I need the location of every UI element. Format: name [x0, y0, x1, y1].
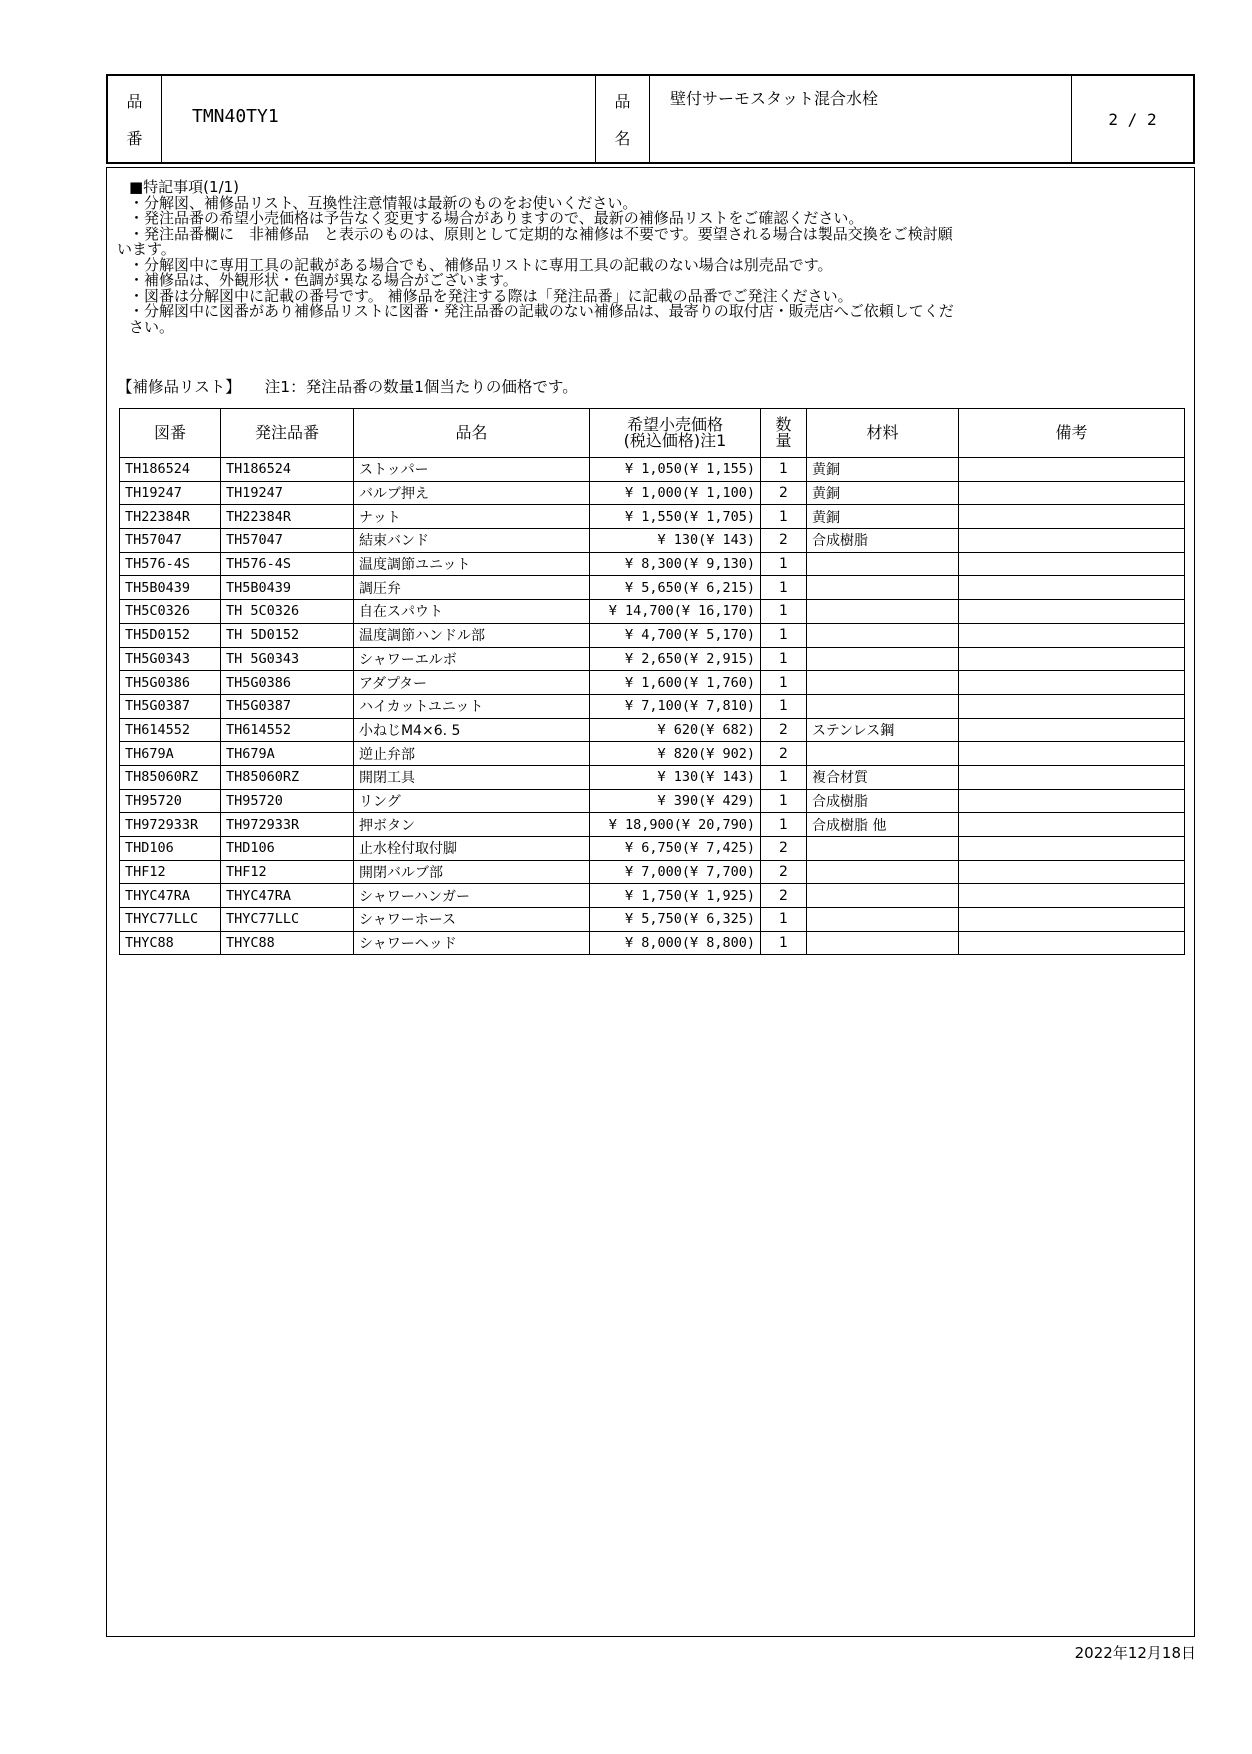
cell-quantity: 1 [761, 458, 807, 482]
table-row [120, 552, 1185, 576]
cell-price: ¥ 8,300(¥ 9,130) [590, 552, 761, 576]
cell-order-number: TH186524 [221, 458, 354, 482]
table-row [120, 529, 1185, 553]
cell-remarks [959, 860, 1185, 884]
qty-header-line2: 量 [775, 431, 792, 450]
cell-price: ¥ 820(¥ 902) [590, 742, 761, 766]
cell-quantity: 1 [761, 623, 807, 647]
table-row [120, 481, 1185, 505]
note-line: ・分解図、補修品リスト、互換性注意情報は最新のものをお使いください。 [129, 193, 638, 212]
cell-part-name: 開閉工具 [354, 765, 590, 789]
table-header-row [120, 409, 1185, 458]
cell-part-name: ナット [354, 505, 590, 529]
column-header-price [590, 409, 761, 458]
cell-price: ¥ 2,650(¥ 2,915) [590, 647, 761, 671]
cell-order-number: TH 5C0326 [221, 600, 354, 624]
column-header-name: 品名 [354, 409, 590, 458]
cell-part-name: バルブ押え [354, 481, 590, 505]
cell-remarks [959, 458, 1185, 482]
cell-remarks [959, 813, 1185, 837]
cell-order-number: TH95720 [221, 789, 354, 813]
cell-order-number: TH57047 [221, 529, 354, 553]
cell-price: ¥ 390(¥ 429) [590, 789, 761, 813]
cell-material [807, 742, 959, 766]
cell-fig-number: THYC47RA [120, 884, 221, 908]
main-content-frame [106, 167, 1195, 1637]
table-row [120, 860, 1185, 884]
cell-order-number: THF12 [221, 860, 354, 884]
cell-material [807, 576, 959, 600]
cell-order-number: TH19247 [221, 481, 354, 505]
cell-quantity: 1 [761, 671, 807, 695]
cell-remarks [959, 837, 1185, 861]
cell-material [807, 694, 959, 718]
cell-part-name: リング [354, 789, 590, 813]
cell-remarks [959, 884, 1185, 908]
cell-quantity: 1 [761, 576, 807, 600]
cell-price: ¥ 130(¥ 143) [590, 529, 761, 553]
special-notes [117, 180, 1187, 335]
cell-quantity: 2 [761, 884, 807, 908]
cell-quantity: 1 [761, 789, 807, 813]
cell-remarks [959, 623, 1185, 647]
cell-price: ¥ 18,900(¥ 20,790) [590, 813, 761, 837]
cell-remarks [959, 481, 1185, 505]
qty-header-line1: 数 [775, 415, 792, 434]
note-line: ・分解図中に図番があり補修品リストに図番・発注品番の記載のない補修品は、最寄りの取付店・販売店へご依頼してくだ [129, 302, 954, 320]
cell-fig-number: TH22384R [120, 505, 221, 529]
cell-price: ¥ 620(¥ 682) [590, 718, 761, 742]
product-code-label [108, 76, 162, 162]
table-row [120, 576, 1185, 600]
cell-order-number: THYC77LLC [221, 908, 354, 932]
cell-price: ¥ 1,000(¥ 1,100) [590, 481, 761, 505]
cell-part-name: ハイカットユニット [354, 694, 590, 718]
cell-material: ステンレス鋼 [807, 718, 959, 742]
cell-remarks [959, 765, 1185, 789]
issue-date: 2022年12月18日 [1074, 1644, 1196, 1662]
cell-part-name: 温度調節ハンドル部 [354, 623, 590, 647]
cell-material [807, 600, 959, 624]
cell-quantity: 1 [761, 908, 807, 932]
note-line: います。 [117, 240, 176, 258]
table-row [120, 931, 1185, 955]
table-row [120, 694, 1185, 718]
cell-material: 複合材質 [807, 765, 959, 789]
cell-fig-number: TH5D0152 [120, 623, 221, 647]
cell-part-name: アダプター [354, 671, 590, 695]
cell-price: ¥ 6,750(¥ 7,425) [590, 837, 761, 861]
note-line: ・発注品番欄に 非補修品 と表示のものは、原則として定期的な補修は不要です。要望される場合は製品交換をご検討願 [129, 224, 953, 243]
cell-order-number: TH 5D0152 [221, 623, 354, 647]
table-row [120, 623, 1185, 647]
cell-order-number: THYC88 [221, 931, 354, 955]
cell-price: ¥ 1,600(¥ 1,760) [590, 671, 761, 695]
cell-material [807, 623, 959, 647]
cell-material: 黄銅 [807, 481, 959, 505]
cell-part-name: 調圧弁 [354, 576, 590, 600]
parts-list-heading: 【補修品リスト】 [117, 378, 241, 396]
table-row [120, 458, 1185, 482]
cell-remarks [959, 671, 1185, 695]
cell-fig-number: TH5C0326 [120, 600, 221, 624]
table-row [120, 765, 1185, 789]
cell-price: ¥ 7,000(¥ 7,700) [590, 860, 761, 884]
cell-remarks [959, 505, 1185, 529]
product-code: TMN40TY1 [162, 76, 596, 162]
price-header-line2: (税込価格)注1 [623, 431, 727, 450]
cell-order-number: THYC47RA [221, 884, 354, 908]
cell-remarks [959, 908, 1185, 932]
cell-part-name: 押ボタン [354, 813, 590, 837]
note-line: さい。 [129, 317, 175, 336]
cell-order-number: TH5G0386 [221, 671, 354, 695]
cell-order-number: THD106 [221, 837, 354, 861]
cell-remarks [959, 600, 1185, 624]
cell-price: ¥ 5,650(¥ 6,215) [590, 576, 761, 600]
cell-fig-number: TH679A [120, 742, 221, 766]
cell-material [807, 647, 959, 671]
cell-quantity: 1 [761, 931, 807, 955]
cell-part-name: 開閉バルブ部 [354, 860, 590, 884]
cell-material [807, 908, 959, 932]
cell-fig-number: TH186524 [120, 458, 221, 482]
cell-remarks [959, 931, 1185, 955]
cell-part-name: 結束バンド [354, 529, 590, 553]
cell-price: ¥ 7,100(¥ 7,810) [590, 694, 761, 718]
cell-quantity: 1 [761, 813, 807, 837]
cell-remarks [959, 789, 1185, 813]
cell-fig-number: TH57047 [120, 529, 221, 553]
cell-order-number: TH22384R [221, 505, 354, 529]
cell-material: 合成樹脂 [807, 789, 959, 813]
cell-material [807, 860, 959, 884]
cell-order-number: TH614552 [221, 718, 354, 742]
cell-material [807, 552, 959, 576]
cell-fig-number: TH5G0387 [120, 694, 221, 718]
cell-fig-number: THD106 [120, 837, 221, 861]
cell-part-name: シャワーヘッド [354, 931, 590, 955]
table-row [120, 505, 1185, 529]
price-header-line1: 希望小売価格 [626, 415, 723, 434]
cell-order-number: TH679A [221, 742, 354, 766]
product-name-label [596, 76, 650, 162]
cell-order-number: TH5B0439 [221, 576, 354, 600]
cell-quantity: 2 [761, 742, 807, 766]
table-row [120, 742, 1185, 766]
cell-fig-number: THYC77LLC [120, 908, 221, 932]
cell-remarks [959, 694, 1185, 718]
parts-table-body [120, 458, 1185, 955]
cell-order-number: TH5G0387 [221, 694, 354, 718]
cell-quantity: 2 [761, 837, 807, 861]
parts-list-note: 注1：発注品番の数量1個当たりの価格です。 [264, 378, 578, 396]
note-line: ・発注品番の希望小売価格は予告なく変更する場合がありますので、最新の補修品リストをご確認ください。 [129, 209, 864, 227]
cell-price: ¥ 1,050(¥ 1,155) [590, 458, 761, 482]
cell-quantity: 2 [761, 529, 807, 553]
cell-fig-number: THYC88 [120, 931, 221, 955]
cell-fig-number: TH5G0343 [120, 647, 221, 671]
table-row [120, 813, 1185, 837]
document-header [106, 74, 1195, 164]
cell-price: ¥ 130(¥ 143) [590, 765, 761, 789]
cell-fig-number: TH5G0386 [120, 671, 221, 695]
column-header-order: 発注品番 [221, 409, 354, 458]
parts-list-title [117, 375, 602, 397]
cell-fig-number: TH19247 [120, 481, 221, 505]
cell-part-name: シャワーホース [354, 908, 590, 932]
cell-quantity: 1 [761, 765, 807, 789]
cell-price: ¥ 1,550(¥ 1,705) [590, 505, 761, 529]
cell-remarks [959, 718, 1185, 742]
notes-heading: ■特記事項(1/1) [129, 178, 240, 196]
column-header-remarks: 備考 [959, 409, 1185, 458]
cell-quantity: 2 [761, 860, 807, 884]
table-row [120, 647, 1185, 671]
table-row [120, 908, 1185, 932]
cell-quantity: 1 [761, 600, 807, 624]
cell-material [807, 671, 959, 695]
page-number: 2 / 2 [1108, 109, 1157, 129]
product-name-label-top: 品 [614, 92, 631, 111]
parts-table [119, 408, 1185, 955]
cell-part-name: 温度調節ユニット [354, 552, 590, 576]
cell-part-name: シャワーエルボ [354, 647, 590, 671]
table-row [120, 718, 1185, 742]
cell-order-number: TH576-4S [221, 552, 354, 576]
cell-order-number: TH972933R [221, 813, 354, 837]
cell-remarks [959, 647, 1185, 671]
cell-order-number: TH85060RZ [221, 765, 354, 789]
cell-quantity: 1 [761, 647, 807, 671]
cell-remarks [959, 742, 1185, 766]
cell-part-name: シャワーハンガー [354, 884, 590, 908]
cell-material: 黄銅 [807, 458, 959, 482]
cell-material: 合成樹脂 [807, 529, 959, 553]
note-line: ・補修品は、外観形状・色調が異なる場合がございます。 [129, 271, 518, 289]
product-code-label-bottom: 番 [126, 129, 143, 148]
cell-price: ¥ 1,750(¥ 1,925) [590, 884, 761, 908]
cell-quantity: 1 [761, 694, 807, 718]
cell-material: 合成樹脂 他 [807, 813, 959, 837]
cell-quantity: 1 [761, 505, 807, 529]
cell-part-name: 小ねじM4×6. 5 [354, 718, 590, 742]
cell-fig-number: TH95720 [120, 789, 221, 813]
table-row [120, 789, 1185, 813]
table-row [120, 600, 1185, 624]
column-header-fig: 図番 [120, 409, 221, 458]
cell-price: ¥ 4,700(¥ 5,170) [590, 623, 761, 647]
cell-quantity: 1 [761, 552, 807, 576]
cell-fig-number: TH614552 [120, 718, 221, 742]
cell-remarks [959, 529, 1185, 553]
cell-part-name: 自在スパウト [354, 600, 590, 624]
cell-quantity: 2 [761, 481, 807, 505]
product-code-label-top: 品 [126, 92, 143, 111]
column-header-material: 材料 [807, 409, 959, 458]
cell-part-name: 止水栓付取付脚 [354, 837, 590, 861]
cell-material [807, 931, 959, 955]
cell-order-number: TH 5G0343 [221, 647, 354, 671]
table-row [120, 671, 1185, 695]
cell-part-name: 逆止弁部 [354, 742, 590, 766]
cell-price: ¥ 8,000(¥ 8,800) [590, 931, 761, 955]
cell-remarks [959, 552, 1185, 576]
cell-material [807, 884, 959, 908]
cell-fig-number: TH85060RZ [120, 765, 221, 789]
cell-fig-number: THF12 [120, 860, 221, 884]
column-header-qty [761, 409, 807, 458]
cell-price: ¥ 5,750(¥ 6,325) [590, 908, 761, 932]
cell-material [807, 837, 959, 861]
cell-fig-number: TH5B0439 [120, 576, 221, 600]
cell-remarks [959, 576, 1185, 600]
cell-material: 黄銅 [807, 505, 959, 529]
note-line: ・分解図中に専用工具の記載がある場合でも、補修品リストに専用工具の記載のない場合は別売品です。 [129, 255, 833, 274]
cell-fig-number: TH972933R [120, 813, 221, 837]
cell-price: ¥ 14,700(¥ 16,170) [590, 600, 761, 624]
cell-part-name: ストッパー [354, 458, 590, 482]
note-line: ・図番は分解図中に記載の番号です。 補修品を発注する際は「発注品番」に記載の品番でご発注ください。 [129, 286, 853, 305]
product-name: 壁付サーモスタット混合水栓 [650, 76, 1072, 162]
cell-fig-number: TH576-4S [120, 552, 221, 576]
table-row [120, 884, 1185, 908]
cell-quantity: 2 [761, 718, 807, 742]
table-row [120, 837, 1185, 861]
product-name-label-bottom: 名 [614, 129, 631, 148]
